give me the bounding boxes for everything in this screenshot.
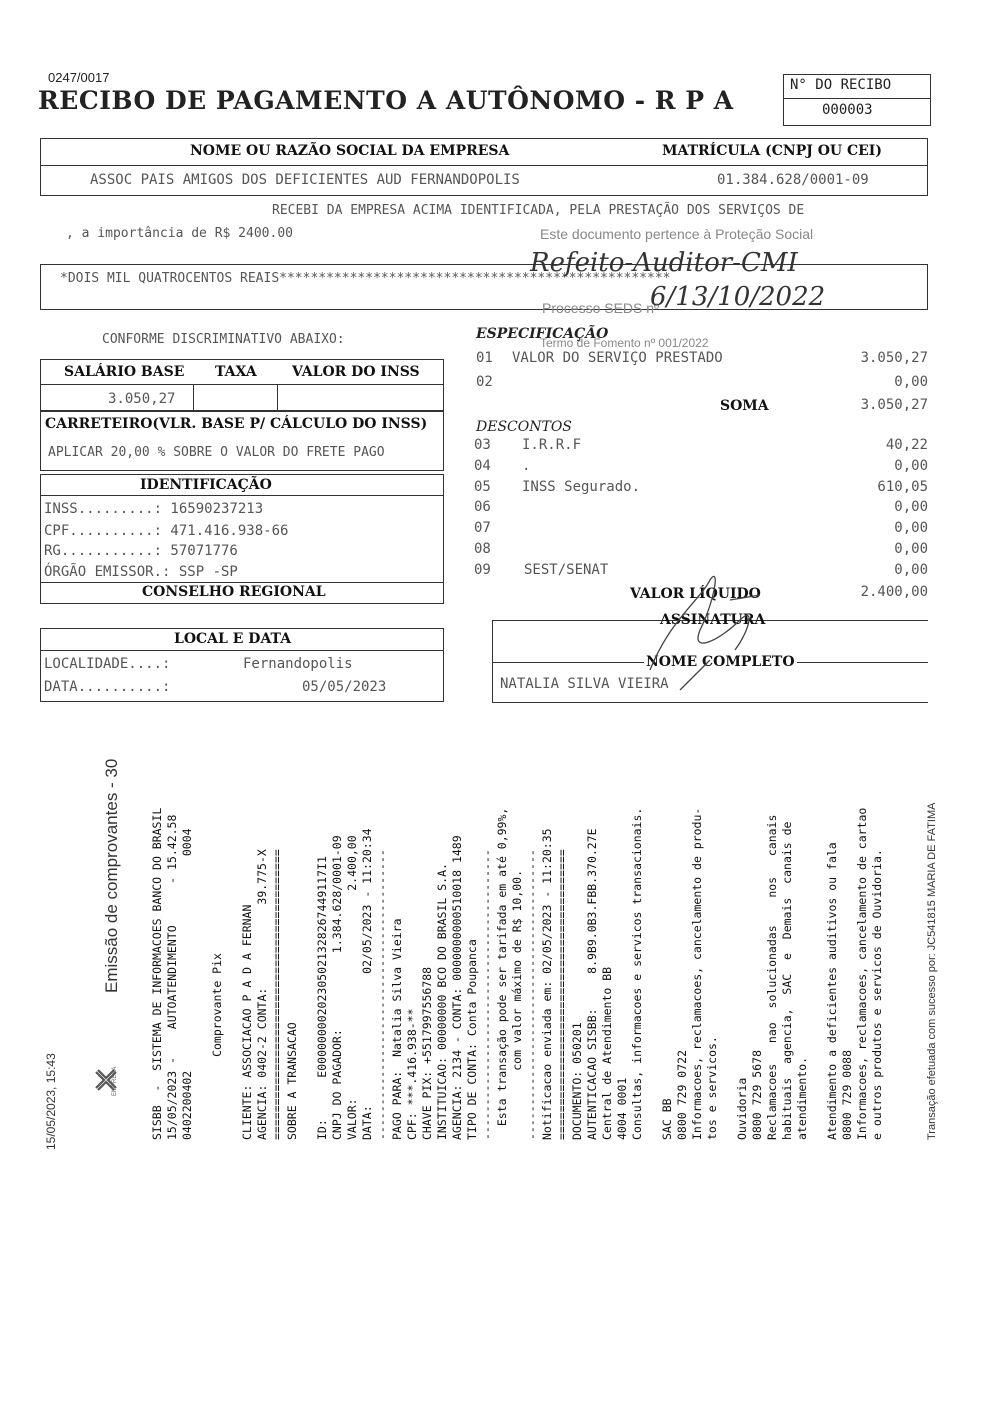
assinatura-label: ASSINATURA: [660, 612, 766, 628]
pix-receipt-line: e outros produtos e servicos de Ouvidoria.: [870, 849, 884, 1140]
receipt-number-label: N° DO RECIBO: [790, 77, 892, 93]
document-title: RECIBO DE PAGAMENTO A AUTÔNOMO - R P A: [38, 86, 734, 115]
logo-caption: EMPRESA: [112, 1066, 118, 1096]
pix-receipt-line: AUTENTICACAO SISBB: 8.9B9.0B3.FBB.370.27E: [585, 828, 599, 1140]
localidade-value: Fernandopolis: [243, 656, 353, 672]
pix-receipt-line: 15/05/2023 - AUTOATENDIMENTO - 15.42.58: [165, 814, 179, 1140]
soma-value: 3.050,27: [860, 397, 928, 413]
emissao-title: Emissão de comprovantes - 30: [102, 758, 121, 993]
pix-receipt-line: CHAVE PIX: +5517997556788: [420, 966, 434, 1140]
valor-liquido-value: 2.400,00: [860, 584, 928, 600]
deduction-number: 09: [474, 561, 491, 578]
pix-receipt-line: Comprovante Pix: [210, 953, 224, 1140]
cpf-line: CPF..........: 471.416.938-66: [44, 523, 289, 539]
especificacao-label: ESPECIFICAÇÃO: [476, 326, 609, 342]
deduction-description: I.R.R.F: [522, 437, 582, 453]
pix-receipt-line: SOBRE A TRANSACAO: [285, 1022, 299, 1140]
pix-receipt-line: 0800 729 0722: [675, 1049, 689, 1140]
soma-label: SOMA: [720, 398, 769, 414]
pix-receipt-line: 0402200402 0004: [180, 828, 194, 1140]
valor-inss-label: VALOR DO INSS: [292, 364, 420, 380]
pix-receipt-line: [810, 808, 825, 1140]
deduction-description: SEST/SENAT: [524, 561, 609, 578]
pix-receipt-line: Informacoes, reclamacoes, cancelamento de produ-: [690, 807, 704, 1140]
pix-receipt-line: Ouvidoria: [735, 1077, 749, 1140]
deduction-value: 0,00: [894, 499, 928, 516]
deduction-number: 07: [474, 520, 491, 537]
pix-receipt-line: ------------------------------------------: [525, 849, 539, 1140]
descontos-label: DESCONTOS: [476, 419, 572, 435]
company-name-label: NOME OU RAZÃO SOCIAL DA EMPRESA: [190, 143, 510, 159]
deduction-value: 0,00: [894, 520, 928, 537]
localidade-label: LOCALIDADE....:: [44, 656, 171, 672]
spec-item-description: VALOR DO SERVIÇO PRESTADO: [512, 350, 723, 366]
pix-receipt-line: AGENCIA: 2134 - CONTA: 0000000000510018 1489: [450, 835, 464, 1140]
pix-receipt-line: INSTITUICAO: 00000000 BCO DO BRASIL S.A.: [435, 863, 449, 1140]
pix-receipt-line: 4004 0001: [615, 1077, 629, 1140]
handwritten-process-number: 6/13/10/2022: [650, 282, 826, 312]
pix-receipt-line: SISBB - SISTEMA DE INFORMACOES BANCO DO BRASIL: [150, 807, 164, 1140]
receipt-text-line2: , a importância de R$ 2400.00: [66, 226, 293, 241]
pix-receipt-line: 0800 729 0088: [840, 1049, 854, 1140]
pix-receipt-line: [720, 808, 735, 1140]
pix-receipt-line: 0800 729 5678: [750, 1049, 764, 1140]
valor-liquido-label: VALOR LÍQUIDO: [630, 586, 761, 602]
signature-scribble: [640, 560, 780, 710]
nome-completo-value: NATALIA SILVA VIEIRA: [500, 676, 669, 692]
transaction-footer: Transação efetuada com sucesso por: JC541815 MARIA DE FATIMA: [926, 802, 938, 1140]
pix-receipt-line: VALOR: 2.400,00: [345, 835, 359, 1140]
pix-receipt-line: [225, 808, 240, 1140]
pix-receipt-line: tos e servicos.: [705, 1036, 719, 1140]
pix-receipt-line: ==========================================: [270, 849, 284, 1140]
stamp-line1: Este documento pertence à Proteção Social: [540, 226, 814, 242]
deduction-value: 610,05: [877, 478, 928, 495]
pix-receipt-line: atendimento.: [795, 1056, 809, 1140]
pix-receipt-line: Consultas, informacoes e servicos transacionais.: [630, 807, 644, 1140]
receipt-number: 000003: [822, 102, 873, 118]
data-label: DATA..........:: [44, 679, 171, 695]
pix-receipt-line: DOCUMENTO: 050201: [570, 1022, 584, 1140]
bb-logo: [86, 1050, 126, 1110]
receipt-text-line1: RECEBI DA EMPRESA ACIMA IDENTIFICADA, PELA PRESTAÇÃO DOS SERVIÇOS DE: [272, 203, 805, 218]
deduction-number: 08: [474, 541, 491, 557]
deduction-description: INSS Segurado.: [522, 478, 641, 495]
document-code: 0247/0017: [48, 70, 110, 85]
pix-receipt-line: AGENCIA: 0402-2 CONTA: 39.775-X: [255, 849, 269, 1140]
deduction-number: 06: [474, 499, 491, 516]
deduction-number: 04: [474, 457, 491, 474]
pix-receipt-line: Atendimento a deficientes auditivos ou fala: [825, 842, 839, 1140]
identification-label: IDENTIFICAÇÃO: [140, 477, 272, 493]
orgao-emissor-line: ÓRGÃO EMISSOR.: SSP -SP: [44, 564, 238, 580]
inss-number-line: INSS.........: 16590237213: [44, 501, 264, 517]
spec-item-number: 01: [476, 350, 493, 366]
handwritten-note: Refeito-Auditor-CMI: [530, 248, 798, 278]
pix-receipt-line: DATA: 02/05/2023 - 11:20:34: [360, 828, 374, 1140]
pix-receipt-line: [300, 808, 315, 1140]
deduction-number: 03: [474, 437, 491, 453]
pix-receipt-line: ID: E00000000202305021328267449117I1: [315, 856, 329, 1140]
pix-receipt-line: Reclamacoes nao solucionadas nos canais: [765, 814, 779, 1140]
pix-receipt-line: habituais agencia, SAC e Demais canais de: [780, 821, 794, 1140]
pix-receipt-line: Central de Atendimento BB: [600, 966, 614, 1140]
pix-receipt-line: CLIENTE: ASSOCIACAO P A D A FERNAN: [240, 904, 254, 1140]
pix-receipt-line: [645, 808, 660, 1140]
company-name: ASSOC PAIS AMIGOS DOS DEFICIENTES AUD FERNANDOPOLIS: [90, 172, 520, 188]
pix-receipt-line: ------------------------------------------: [375, 849, 389, 1140]
print-timestamp: 15/05/2023, 15:43: [44, 1053, 58, 1150]
amount-in-words: *DOIS MIL QUATROCENTOS REAIS**************************************************: [60, 271, 671, 286]
pix-receipt-line: Notificacao enviada em: 02/05/2023 - 11:20:35: [540, 828, 554, 1140]
deduction-value: 0,00: [894, 457, 928, 474]
salario-base-label: SALÁRIO BASE: [64, 364, 185, 380]
pix-receipt-line: Esta transação pode ser tarifada em até 0,99%,: [495, 807, 509, 1140]
stamp-process-label: Processo SEDS nº: [542, 300, 660, 316]
pix-receipt-line: ==========================================: [555, 849, 569, 1140]
pix-receipt-line: TIPO DE CONTA: Conta Poupanca: [465, 939, 479, 1140]
pix-receipt-line: com valor máximo de R$ 10,00.: [510, 869, 524, 1140]
carreteiro-label: CARRETEIRO(VLR. BASE P/ CÁLCULO DO INSS): [45, 416, 428, 432]
salario-base-value: 3.050,27: [108, 391, 176, 407]
pix-receipt-line: SAC BB: [660, 1098, 674, 1140]
conforme-label: CONFORME DISCRIMINATIVO ABAIXO:: [102, 332, 345, 347]
deduction-number: 05: [474, 478, 491, 495]
carreteiro-text: APLICAR 20,00 % SOBRE O VALOR DO FRETE PAGO: [48, 445, 385, 460]
local-data-label: LOCAL E DATA: [174, 631, 292, 647]
conselho-regional-label: CONSELHO REGIONAL: [142, 584, 326, 600]
pix-receipt-line: PAGO PARA: Natalia Silva Vieira: [390, 918, 404, 1140]
pix-receipt-line: CNPJ DO PAGADOR: 1.384.628/0001-09: [330, 835, 344, 1140]
company-cnpj: 01.384.628/0001-09: [717, 172, 869, 188]
cnpj-label: MATRÍCULA (CNPJ OU CEI): [662, 143, 882, 159]
pix-receipt-line: ------------------------------------------: [480, 849, 494, 1140]
spec-item-number: 02: [476, 374, 493, 390]
nome-completo-label: NOME COMPLETO: [646, 654, 795, 670]
spec-item-value: 3.050,27: [860, 350, 928, 366]
deduction-value: 0,00: [894, 541, 928, 557]
taxa-label: TAXA: [215, 364, 257, 380]
pix-receipt-line: CPF: ***.416.938-**: [405, 1008, 419, 1140]
deduction-description: .: [522, 457, 531, 474]
deduction-value: 40,22: [885, 437, 928, 453]
pix-receipt-line: Informacoes, reclamacoes, cancelamento de cartao: [855, 807, 869, 1140]
spec-item-value: 0,00: [894, 374, 928, 390]
termo-stamp: Termo de Fomento nº 001/2022: [540, 336, 709, 350]
data-value: 05/05/2023: [302, 679, 387, 695]
deduction-value: 0,00: [894, 561, 928, 578]
rg-line: RG...........: 57071776: [44, 543, 238, 559]
pix-receipt-line: [195, 808, 210, 1140]
